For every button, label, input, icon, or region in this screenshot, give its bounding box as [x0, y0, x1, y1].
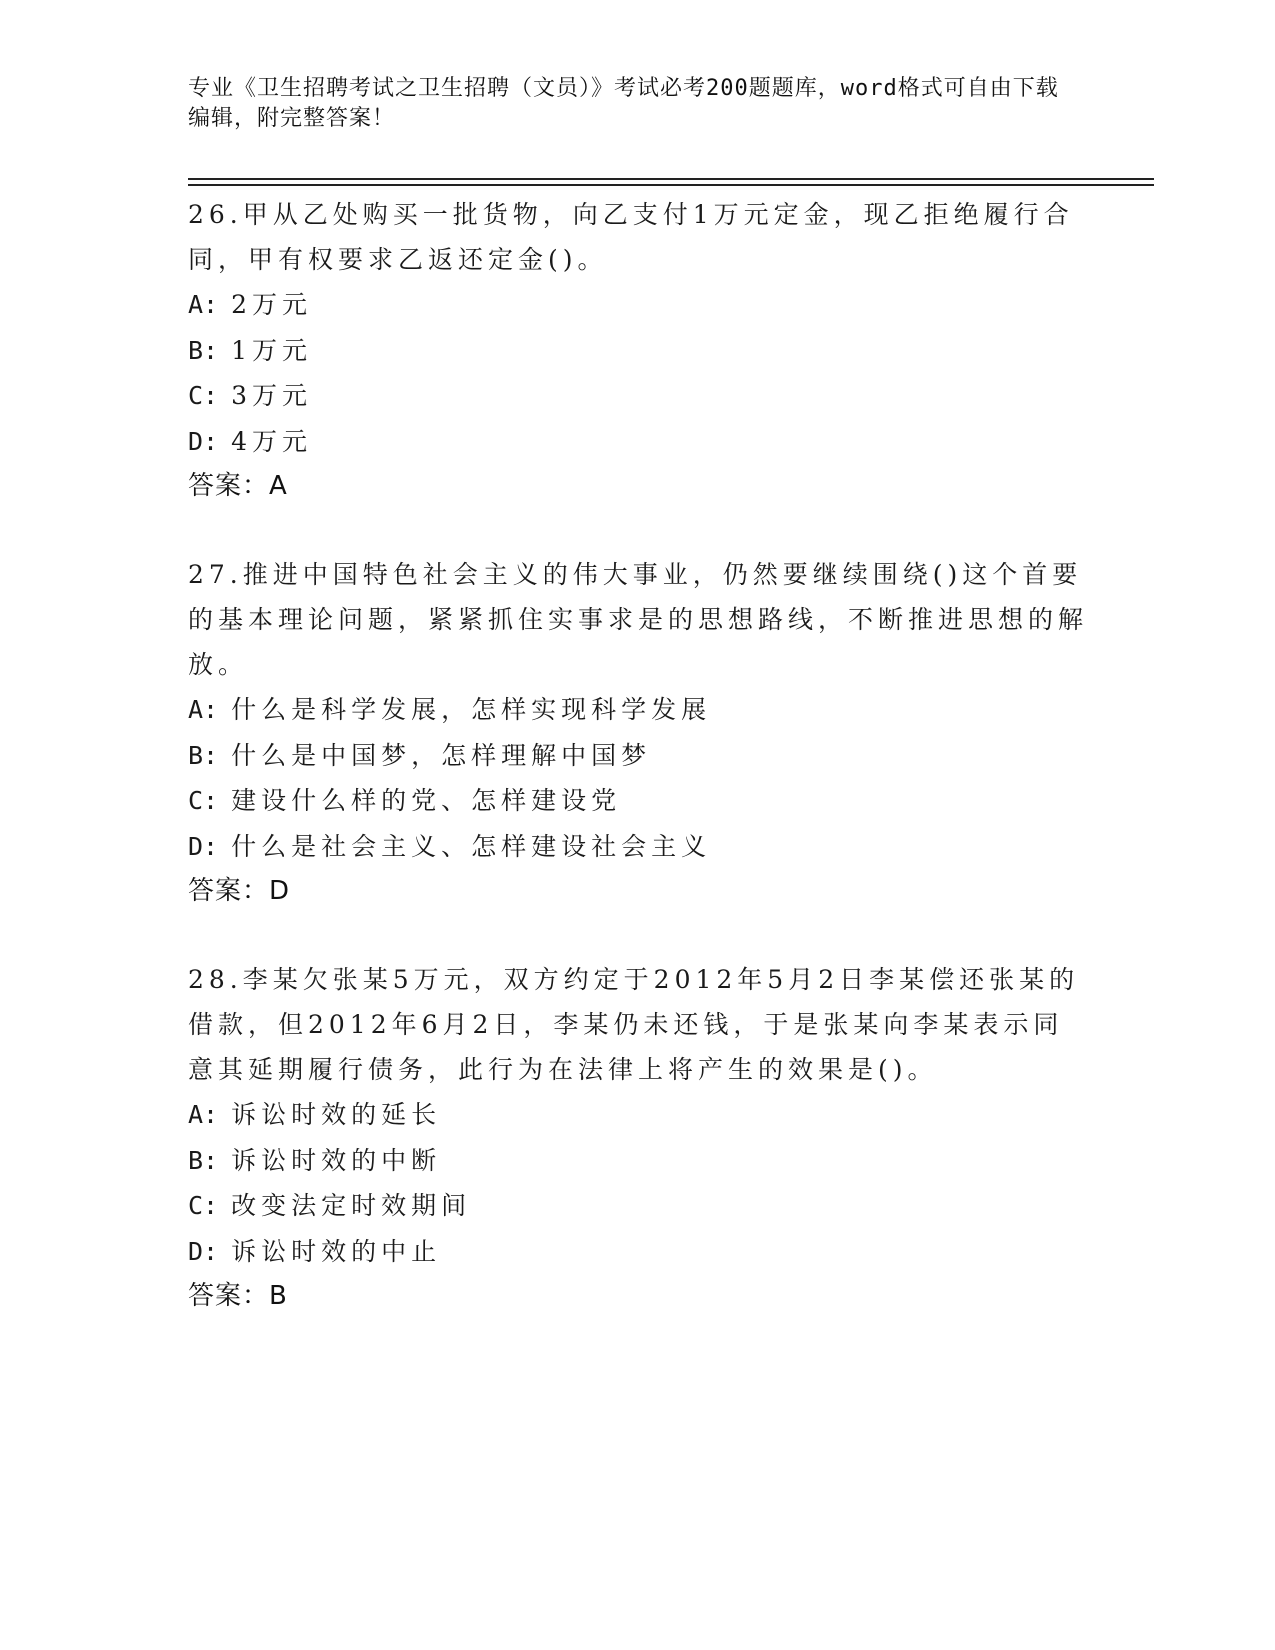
- question-spacer: [188, 914, 1088, 957]
- option-letter: A:: [188, 290, 219, 319]
- option-text: 什么是科学发展，怎样实现科学发展: [231, 695, 712, 724]
- option-text: 1万元: [231, 335, 312, 365]
- option-letter: B:: [188, 740, 219, 770]
- option-c: [188, 373, 1088, 419]
- option-letter: B:: [188, 335, 219, 365]
- question-27: [188, 552, 1088, 914]
- option-letter: D:: [188, 426, 219, 456]
- option-c: [188, 1183, 1088, 1229]
- option-text: 建设什么样的党、怎样建设党: [231, 786, 622, 815]
- option-b: [188, 1138, 1088, 1184]
- option-b: [188, 328, 1088, 374]
- option-b: [188, 733, 1088, 779]
- option-letter: A:: [188, 1100, 219, 1129]
- option-a: [188, 1092, 1088, 1138]
- option-letter: C:: [188, 1191, 219, 1220]
- question-stem: 28.李某欠张某5万元，双方约定于2012年5月2日李某偿还张某的借款，但2012年6月2日，李某仍未还钱，于是张某向李某表示同意其延期履行债务，此行为在法律上将产生的效果是()。: [188, 965, 1080, 1084]
- option-letter: C:: [188, 381, 219, 410]
- option-text: 4万元: [231, 426, 312, 456]
- option-text: 诉讼时效的中断: [231, 1145, 442, 1175]
- question-26: [188, 192, 1088, 509]
- answer-line: 答案：B: [188, 1281, 288, 1311]
- option-letter: D:: [188, 1236, 219, 1266]
- option-text: 改变法定时效期间: [231, 1191, 472, 1220]
- option-d: [188, 419, 1088, 465]
- option-d: [188, 1229, 1088, 1275]
- question-list: [188, 192, 1088, 1319]
- option-text: 什么是社会主义、怎样建设社会主义: [231, 831, 712, 861]
- option-letter: C:: [188, 786, 219, 815]
- answer-line: 答案：A: [188, 471, 288, 501]
- header-divider-top: [188, 178, 1154, 180]
- question-spacer: [188, 509, 1088, 552]
- option-d: [188, 824, 1088, 870]
- question-28: [188, 957, 1088, 1319]
- option-c: [188, 778, 1088, 824]
- option-a: [188, 282, 1088, 328]
- option-letter: B:: [188, 1145, 219, 1175]
- option-letter: A:: [188, 695, 219, 724]
- option-letter: D:: [188, 831, 219, 861]
- header-divider-bottom: [188, 184, 1154, 186]
- question-stem: 26.甲从乙处购买一批货物，向乙支付1万元定金，现乙拒绝履行合同，甲有权要求乙返还定金()。: [188, 200, 1074, 274]
- option-text: 诉讼时效的延长: [231, 1100, 442, 1129]
- option-text: 诉讼时效的中止: [231, 1236, 442, 1266]
- option-text: 3万元: [231, 381, 312, 410]
- document-header: 专业《卫生招聘考试之卫生招聘（文员）》考试必考200题题库，word格式可自由下载编辑，附完整答案！: [188, 76, 1059, 131]
- answer-line: 答案：D: [188, 876, 291, 906]
- option-text: 2万元: [231, 290, 312, 319]
- option-a: [188, 687, 1088, 733]
- option-text: 什么是中国梦，怎样理解中国梦: [231, 740, 652, 770]
- question-stem: 27.推进中国特色社会主义的伟大事业，仍然要继续围绕()这个首要的基本理论问题，紧紧抓住实事求是的思想路线，不断推进思想的解放。: [188, 560, 1089, 679]
